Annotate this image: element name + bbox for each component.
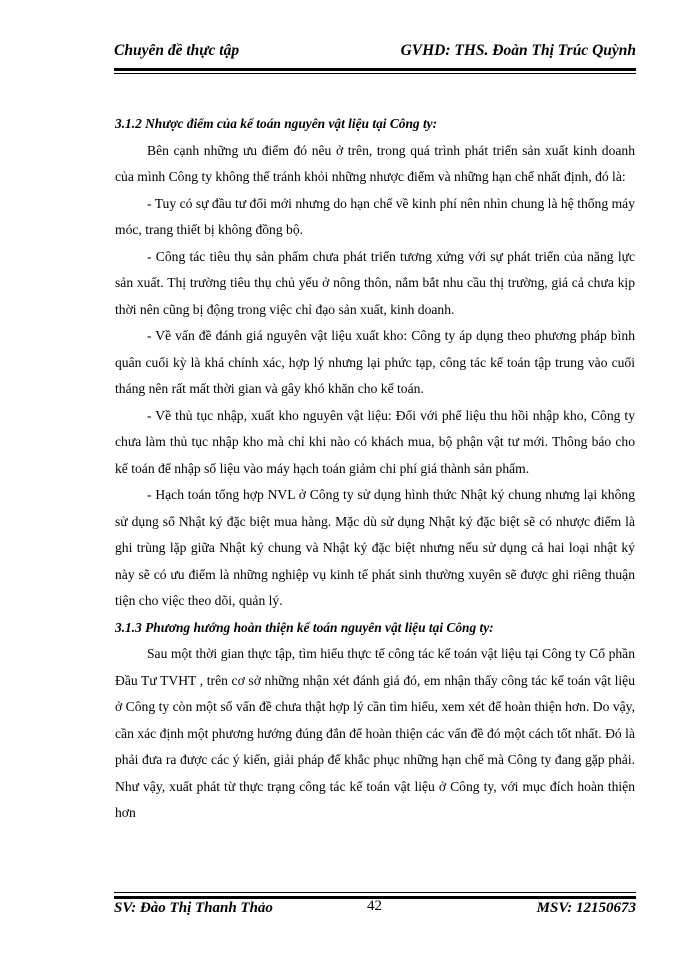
page-body (115, 111, 635, 827)
header-rule-thin (114, 73, 636, 74)
page-header (114, 42, 636, 66)
section-312-paragraph: - Tuy có sự đầu tư đổi mới nhưng do hạn chế về kinh phí nên nhìn chung là hệ thống máy móc, trang thiết bị không đồng bộ. (115, 195, 635, 237)
header-supervisor: GVHD: THS. Đoàn Thị Trúc Quỳnh (400, 42, 636, 59)
header-rule-thick (114, 68, 636, 71)
section-312-heading: 3.1.2 Nhược điểm của kế toán nguyên vật liệu tại Công ty: (115, 116, 438, 131)
section-313-paragraph: Sau một thời gian thực tập, tìm hiểu thực tế công tác kế toán vật liệu tại Công ty Cổ phần Đầu Tư TVHT , trên cơ sở những nhận xét đánh giá đó, em nhận thấy công tác kế toán vật liệu ở Công ty còn một số vấn đề chưa thật hợp lý cần tìm hiểu, xem xét để hoàn thiện hơn. Do vậy, cần xác định một phương hướng đúng đắn để hoàn thiện các vấn đề đó một cách tốt nhất. Đó là phải đưa ra được các ý kiến, giải pháp để khắc phục những hạn chế mà Công ty đang gặp phải. Như vậy, xuất phát từ thực trạng công tác kế toán vật liệu ở Công ty, với mục đích hoàn thiện hơn (115, 646, 635, 820)
footer-page-number: 42 (367, 898, 382, 914)
footer-student-id: MSV: 12150673 (536, 900, 636, 916)
footer-student-name: SV: Đào Thị Thanh Thảo (114, 900, 273, 916)
section-312-paragraph: Bên cạnh những ưu điểm đó nêu ở trên, trong quá trình phát triển sản xuất kinh doanh của mình Công ty không thể tránh khỏi những nhược điểm và những hạn chế nhất định, đó là: (115, 142, 635, 184)
page-footer (114, 900, 636, 922)
section-313-heading: 3.1.3 Phương hướng hoàn thiện kế toán nguyên vật liệu tại Công ty: (115, 619, 494, 635)
section-312-paragraph: - Công tác tiêu thụ sản phẩm chưa phát triển tương xứng với sự phát triển của năng lực sản xuất. Thị trường tiêu thụ chủ yếu ở nông thôn, nắm bắt nhu cầu thị trường, giá cả chưa kịp thời nên cũng bị động trong việc chỉ đạo sản xuất, kinh doanh. (115, 248, 635, 317)
section-312-paragraph: - Về thủ tục nhập, xuất kho nguyên vật liệu: Đối với phế liệu thu hồi nhập kho, Công ty chưa làm thủ tục nhập kho mà chỉ khi nào có khách mua, bộ phận vật tư mới. Thông báo cho kế toán để nhập số liệu vào máy hạch toán giảm chi phí giá thành sản phẩm. (115, 407, 635, 476)
section-312-paragraph: - Hạch toán tổng hợp NVL ở Công ty sử dụng hình thức Nhật ký chung nhưng lại không sử dụng sổ Nhật ký đặc biệt mua hàng. Mặc dù sử dụng Nhật ký đặc biệt sẽ có nhược điểm là ghi trùng lặp giữa Nhật ký chung và Nhật ký đặc biệt nhưng nếu sử dụng cả hai loại nhật ký này sẽ có ưu điểm là những nghiệp vụ kinh tế phát sinh thường xuyên sẽ được ghi riêng thuận tiện cho việc theo dõi, quản lý. (115, 487, 635, 608)
footer-rule-thin (114, 892, 636, 893)
header-report-title: Chuyên đề thực tập (114, 42, 240, 59)
section-312-paragraph: - Về vấn đề đánh giá nguyên vật liệu xuất kho: Công ty áp dụng theo phương pháp bình quân cuối kỳ là khá chính xác, hợp lý nhưng lại phức tạp, công tác kế toán tập trung vào cuối tháng nên rất mất thời gian và gây khó khăn cho kế toán. (115, 328, 635, 396)
